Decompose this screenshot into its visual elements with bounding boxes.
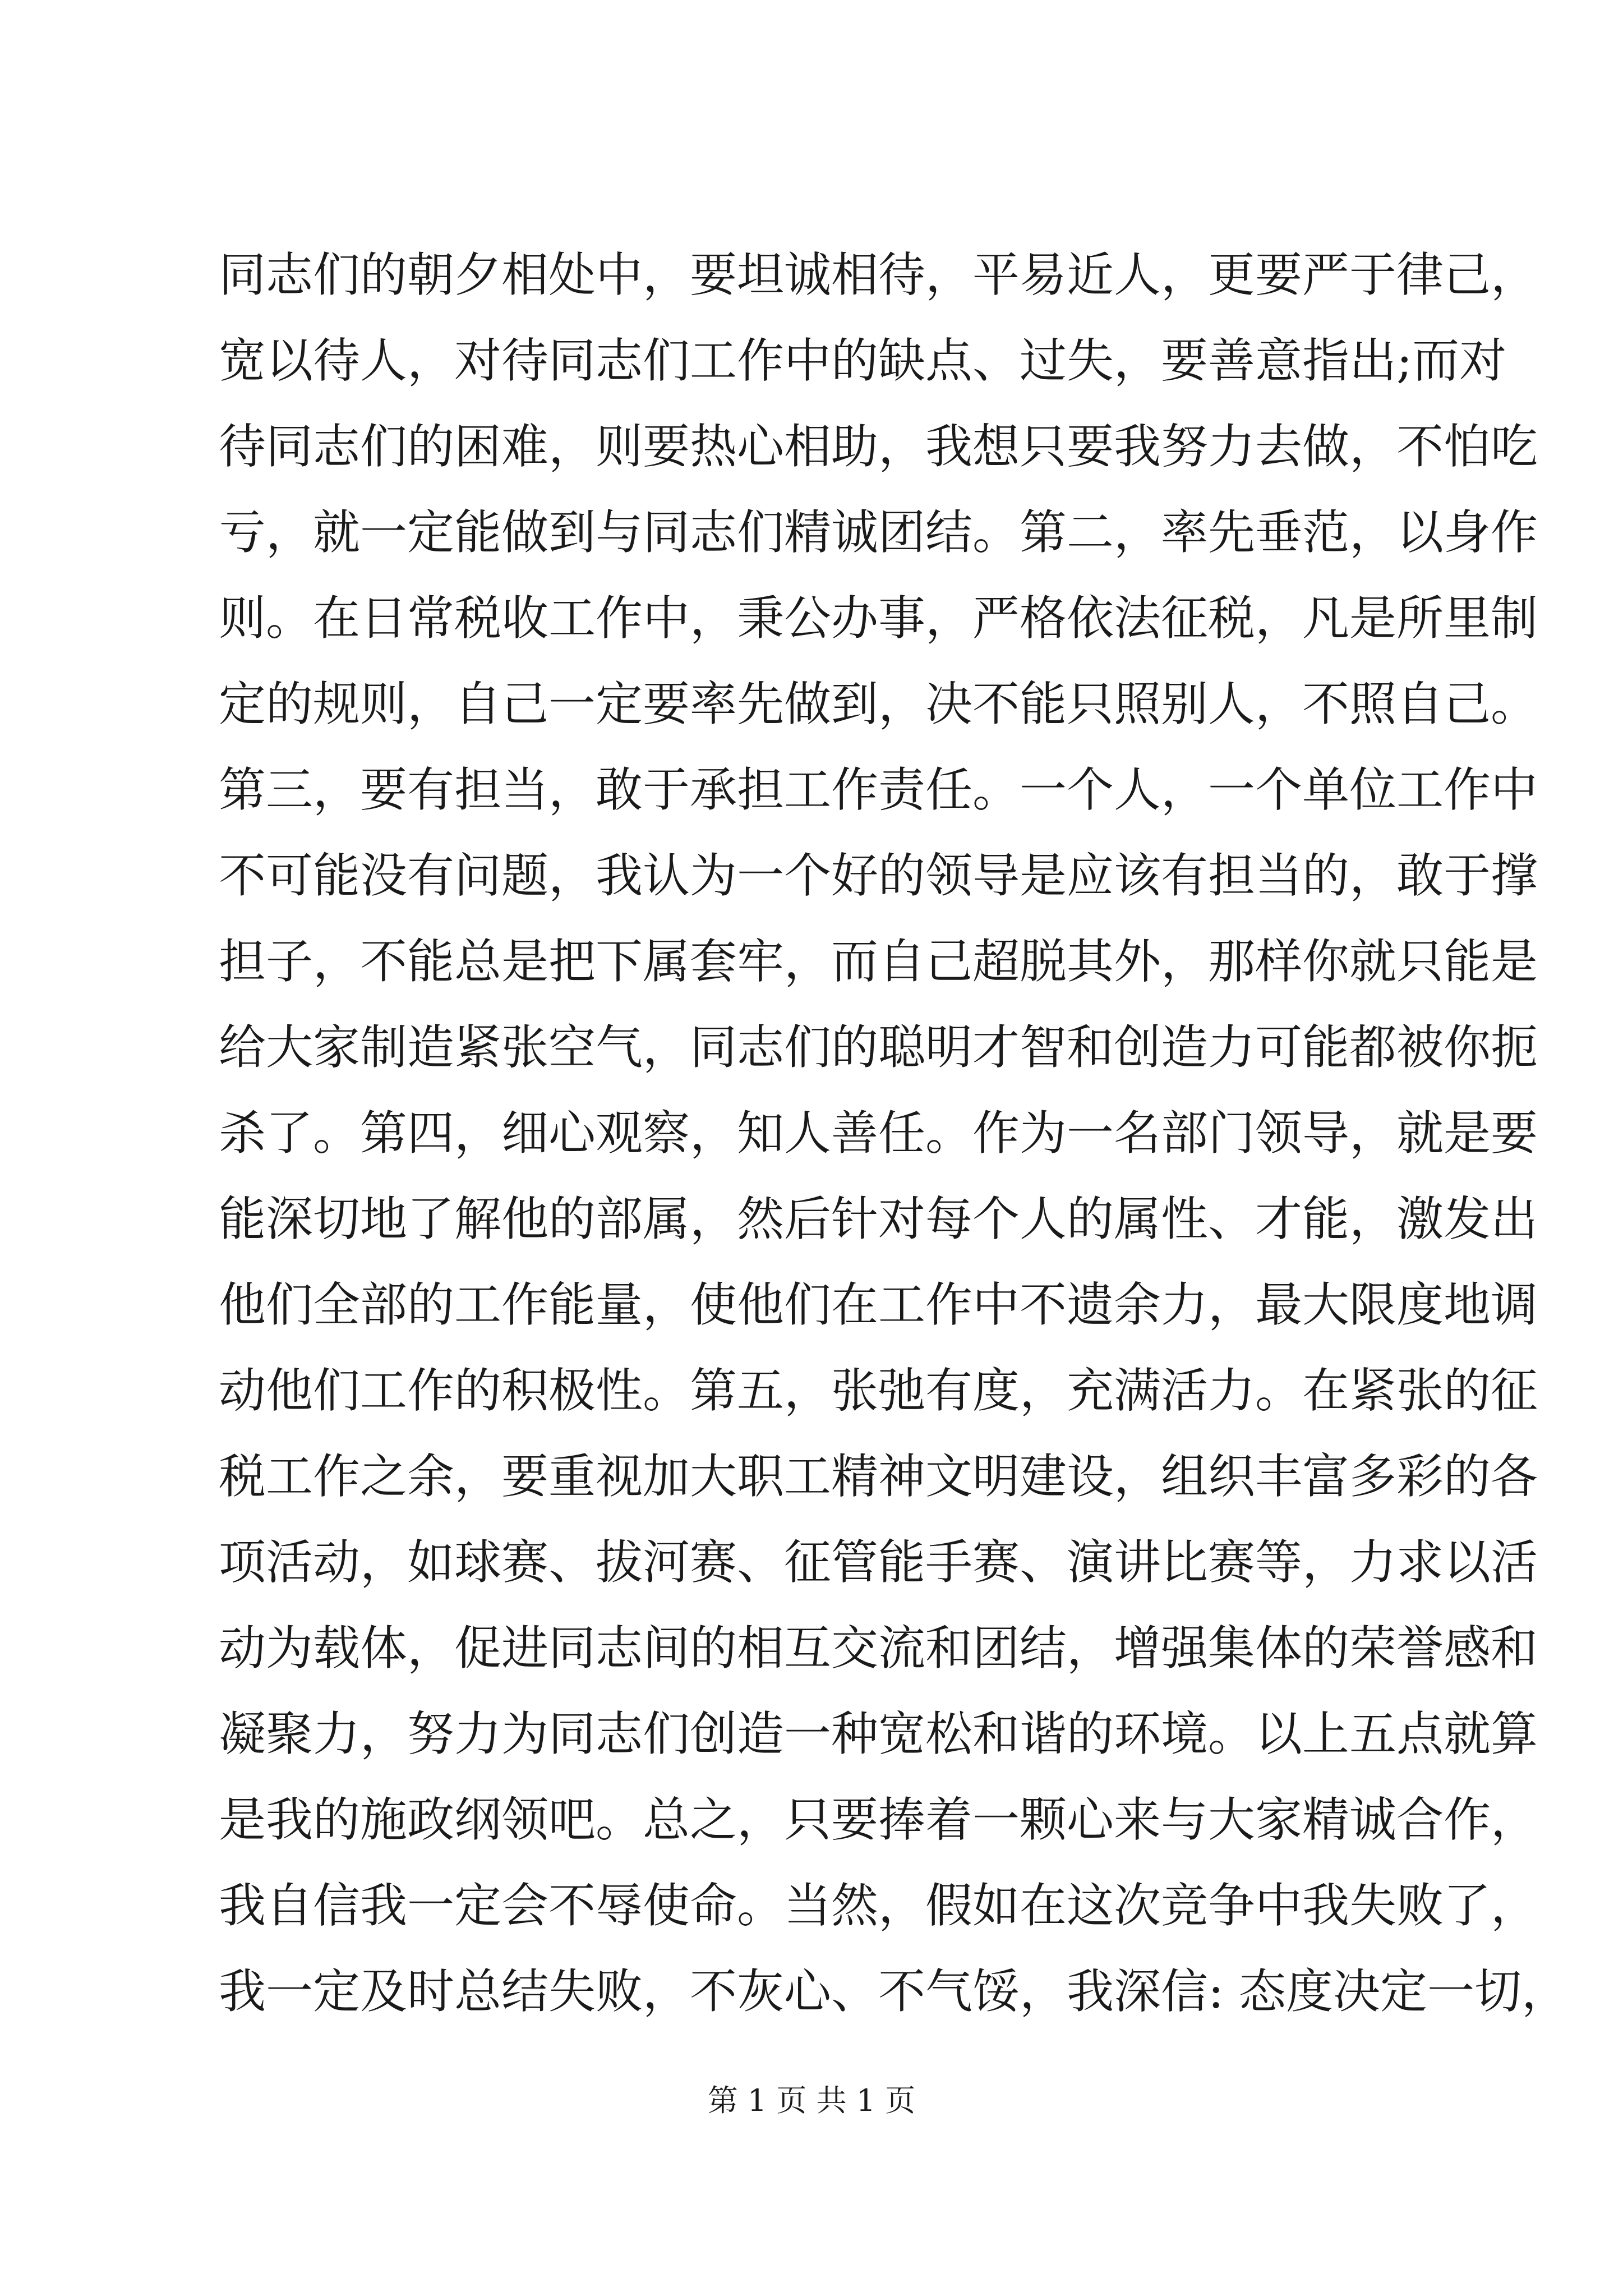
text-line: 能深切地了解他的部属，然后针对每个人的属性、才能，激发出 — [219, 1191, 1538, 1246]
text-line: 同志们的朝夕相处中，要坦诚相待，平易近人，更要严于律己， — [219, 247, 1538, 302]
text-line: 动为载体，促进同志间的相互交流和团结，增强集体的荣誉感和 — [219, 1621, 1538, 1676]
text-line: 则。在日常税收工作中，秉公办事，严格依法征税，凡是所里制 — [219, 591, 1538, 646]
text-line: 宽以待人，对待同志们工作中的缺点、过失，要善意指出;而对 — [219, 333, 1507, 388]
text-line: 担子，不能总是把下属套牢，而自己超脱其外，那样你就只能是 — [219, 934, 1538, 989]
text-line: 项活动，如球赛、拔河赛、征管能手赛、演讲比赛等，力求以活 — [219, 1535, 1538, 1590]
text-line: 我自信我一定会不辱使命。当然，假如在这次竞争中我失败了， — [219, 1878, 1538, 1933]
text-line: 我一定及时总结失败，不灰心、不气馁，我深信: 态度决定一切， — [219, 1964, 1569, 2019]
text-line: 亏，就一定能做到与同志们精诚团结。第二，率先垂范，以身作 — [219, 505, 1538, 560]
text-line: 税工作之余，要重视加大职工精神文明建设，组织丰富多彩的各 — [219, 1449, 1538, 1504]
text-line: 不可能没有问题，我认为一个好的领导是应该有担当的，敢于撑 — [219, 848, 1538, 903]
text-line: 是我的施政纲领吧。总之，只要捧着一颗心来与大家精诚合作， — [219, 1792, 1538, 1847]
text-line: 杀了。第四，细心观察，知人善任。作为一名部门领导，就是要 — [219, 1106, 1538, 1161]
text-line: 动他们工作的积极性。第五，张弛有度，充满活力。在紧张的征 — [219, 1363, 1538, 1418]
text-line: 凝聚力，努力为同志们创造一种宽松和谐的环境。以上五点就算 — [219, 1706, 1538, 1761]
text-line: 待同志们的困难，则要热心相助，我想只要我努力去做，不怕吃 — [219, 419, 1538, 474]
text-line: 他们全部的工作能量，使他们在工作中不遗余力，最大限度地调 — [219, 1277, 1538, 1332]
text-line: 第三，要有担当，敢于承担工作责任。一个人，一个单位工作中 — [219, 762, 1538, 817]
text-line: 定的规则，自己一定要率先做到，决不能只照别人，不照自己。 — [219, 677, 1538, 731]
page-number-label: 第 1 页 共 1 页 — [707, 2083, 916, 2118]
text-line: 给大家制造紧张空气，同志们的聪明才智和创造力可能都被你扼 — [219, 1020, 1538, 1075]
page-footer — [0, 2078, 1623, 2123]
